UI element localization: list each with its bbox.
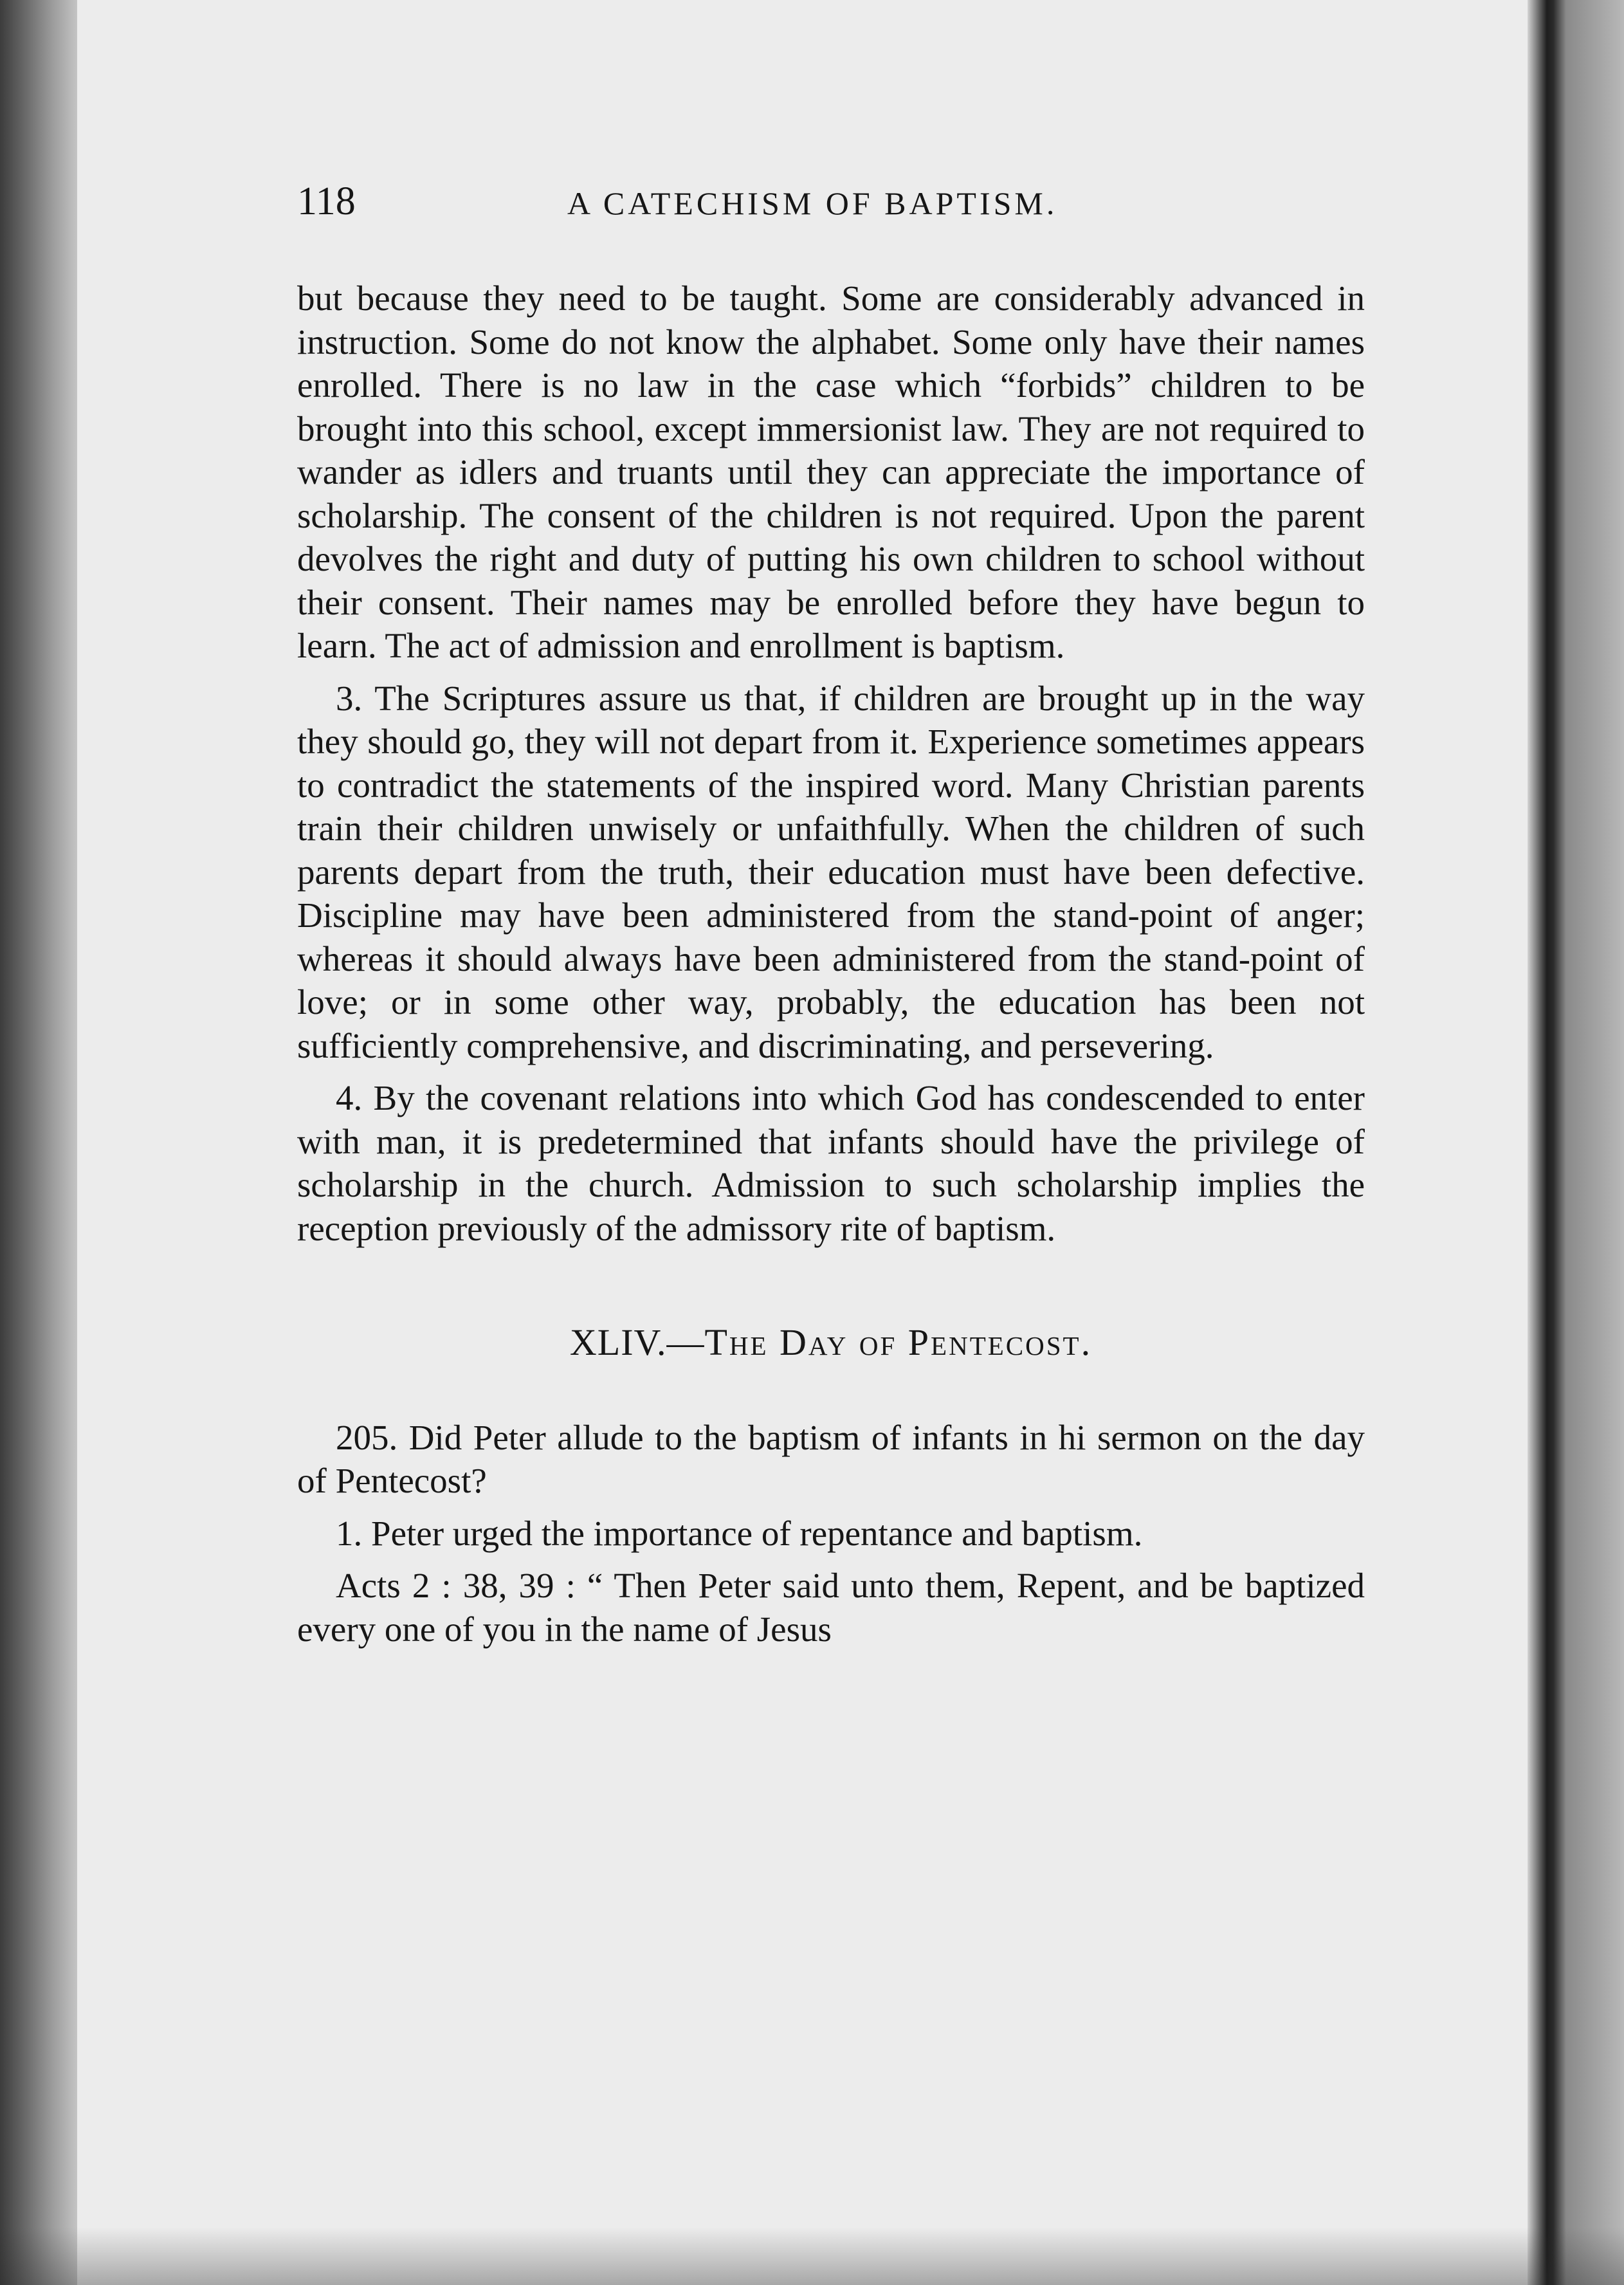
book-outer-edge (1528, 0, 1624, 2285)
paragraph-4: 4. By the covenant relations into which God has condescended to enter with man, it is predetermined that infants should have the privilege of scholarship in the church. Admission to such scholarship implies the reception previously of the admissory rite of baptism. (297, 1078, 1365, 1248)
answer-1: 1. Peter urged the importance of repentance and baptism. (336, 1513, 1143, 1553)
section-title-text: The Day of Pentecost. (704, 1321, 1093, 1363)
question-205: 205. Did Peter allude to the baptism of infants in hi sermon on the day of Pentecost? (297, 1417, 1365, 1500)
paragraph-continuation: but because they need to be taught. Some are considerably advanced in instruction. Some do not know the alphabet. Some only have their names enrolled. There is no law in the case which “forbids” children to be brought into this school, except immersionist law. They are not required to wander as idlers and truants until they can appreciate the importance of scholarship. The consent of the children is not required. Upon the parent devolves the right and duty of putting his own children to school without their consent. Their names may be enrolled before they have begun to learn. The act of admission and enrollment is baptism. (297, 279, 1365, 665)
page-number: 118 (297, 179, 356, 223)
page-text (297, 180, 1365, 1651)
section-heading (297, 1321, 1365, 1364)
section-numeral: XLIV.— (569, 1321, 705, 1363)
bottom-shadow (0, 2227, 1624, 2285)
scripture-quote: Acts 2 : 38, 39 : “ Then Peter said unto them, Repent, and be baptized every one of you in the name of Jesus (297, 1566, 1365, 1649)
book-gutter-edge (0, 0, 77, 2285)
running-head (297, 180, 1365, 251)
running-title: A CATECHISM OF BAPTISM. (567, 185, 1058, 221)
paragraph-3: 3. The Scriptures assure us that, if children are brought up in the way they should go, they will not depart from it. Experience sometimes appears to contradict the statements of the inspired word. Many Christian parents train their children unwisely or unfaithfully. When the children of such parents depart from the truth, their education must have been defective. Discipline may have been administered from the stand-point of anger; whereas it should always have been administered from the stand-point of love; or in some other way, probably, the education has been not sufficiently comprehensive, and discriminating, and persevering. (297, 678, 1365, 1065)
